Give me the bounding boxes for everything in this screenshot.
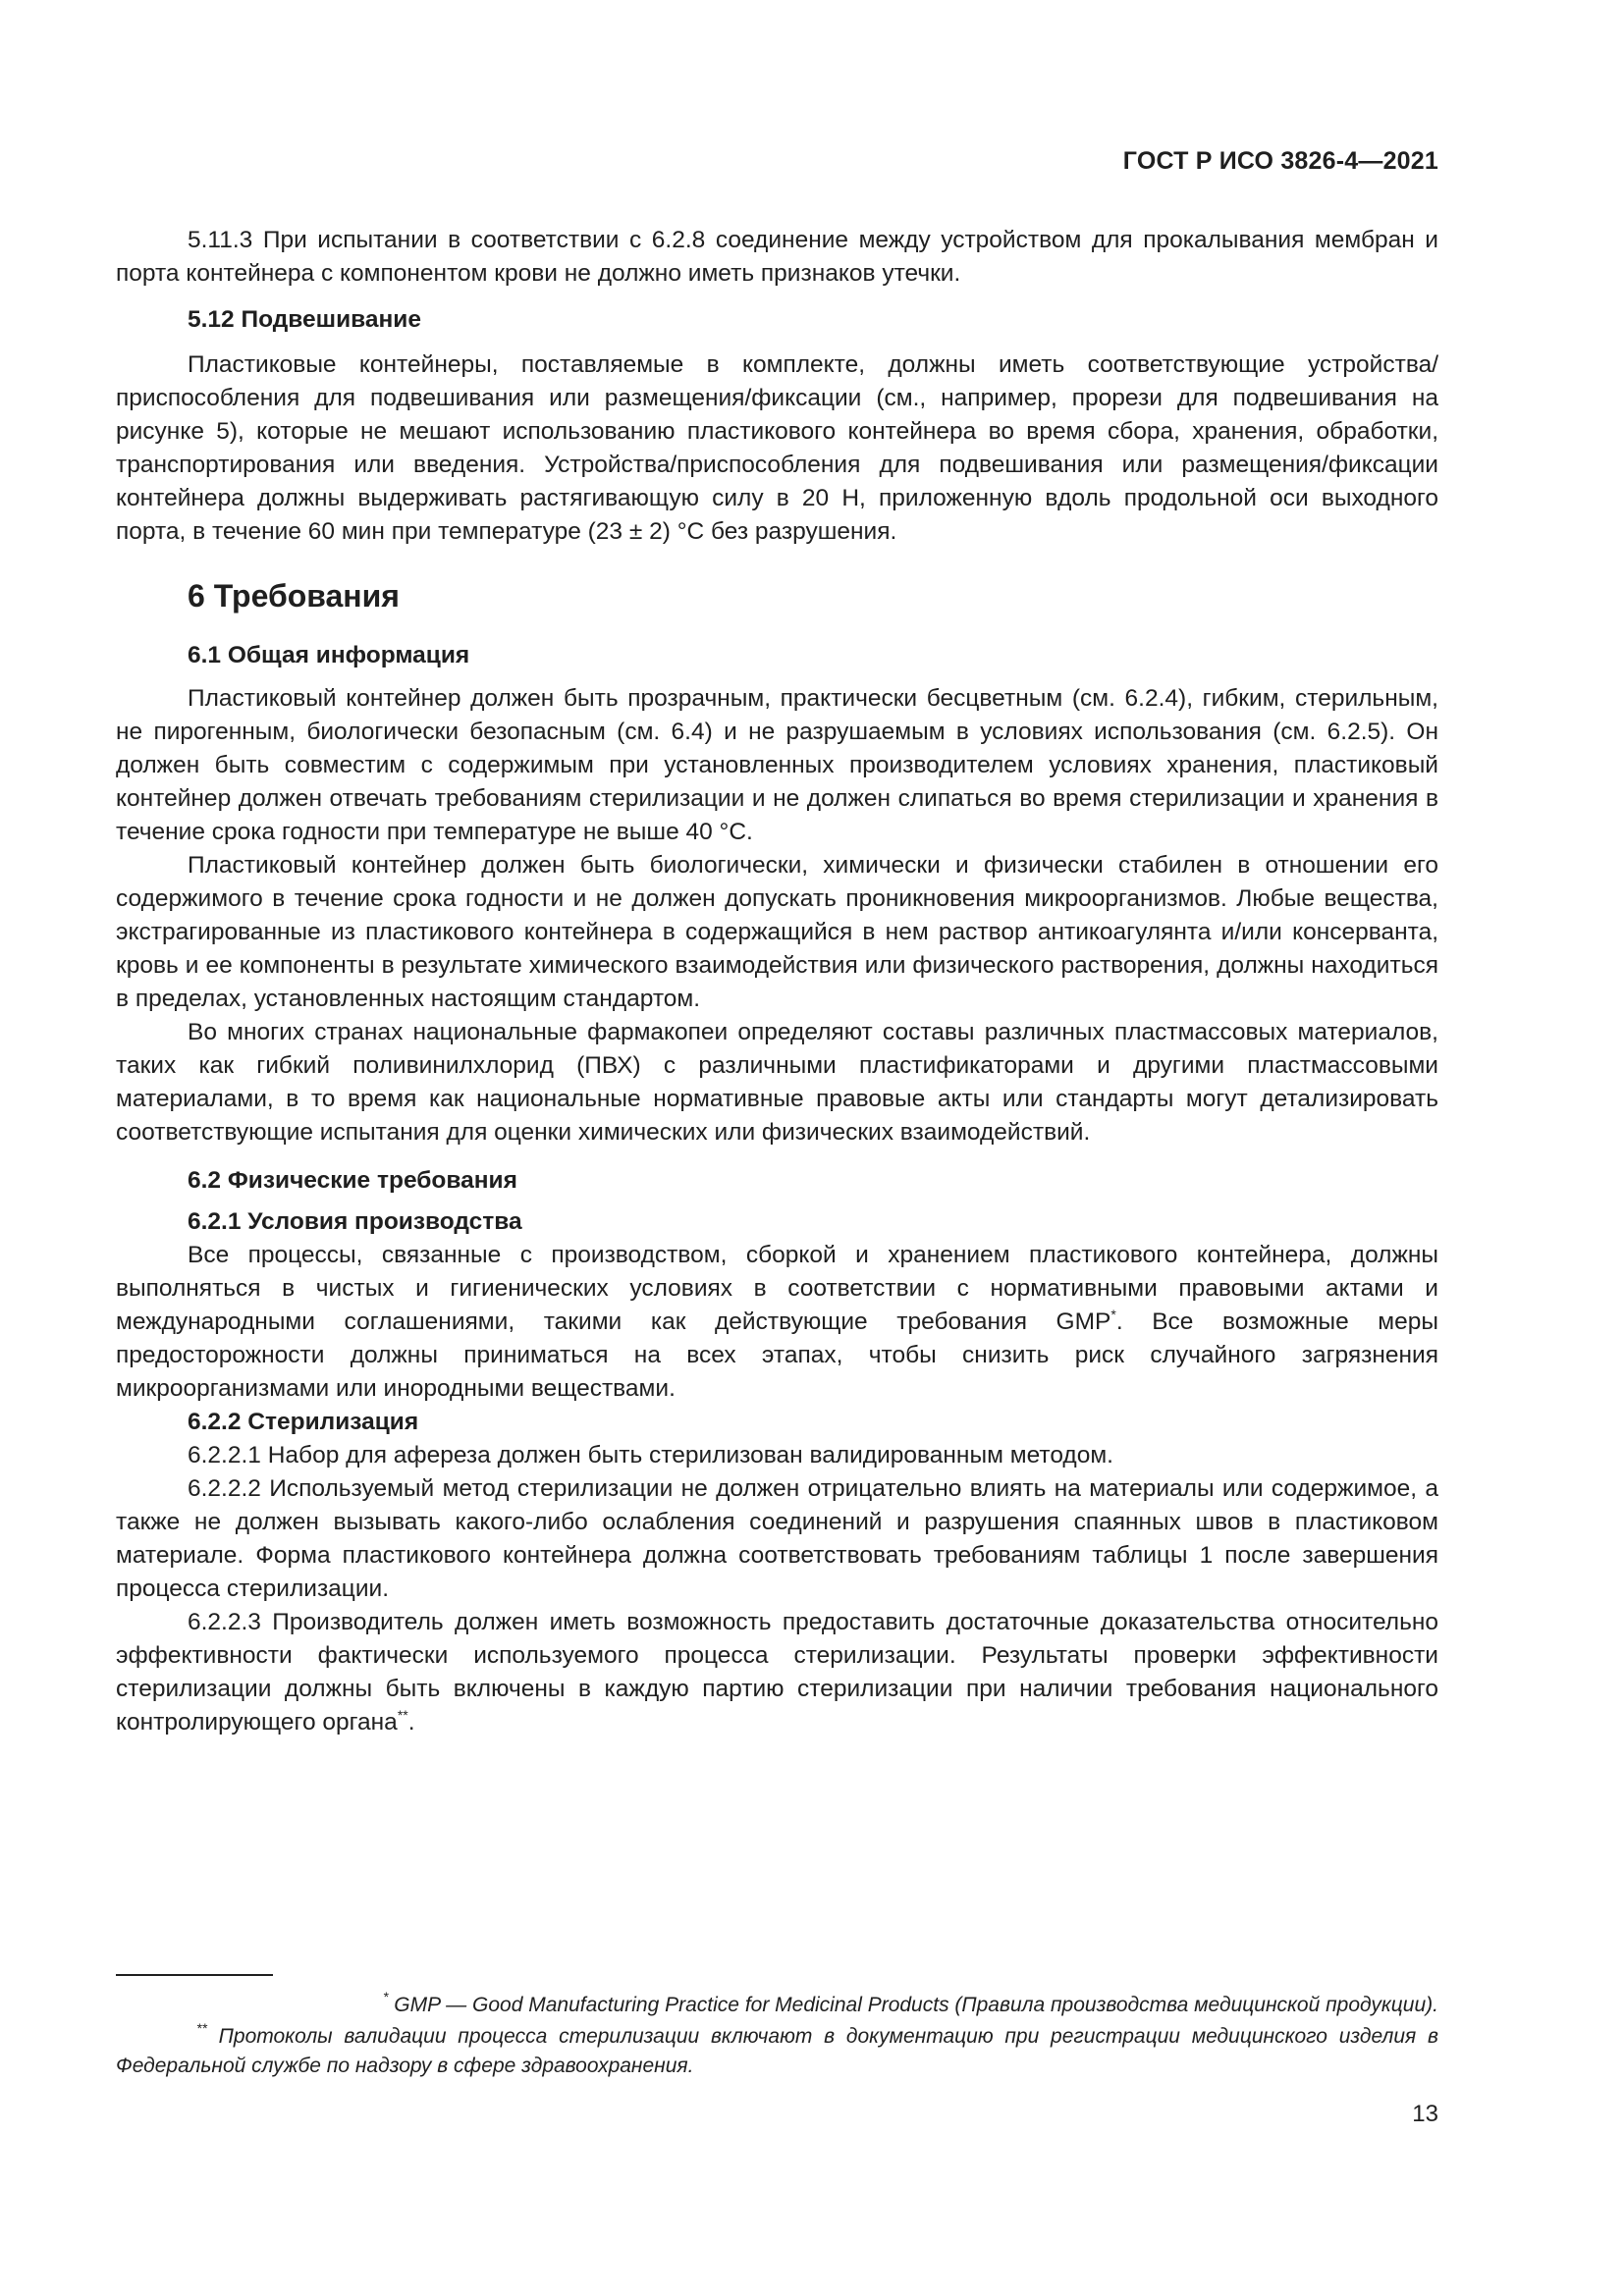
footnote-1: [116, 1991, 1438, 2020]
clause-6-2-1-text-b: . Все возможные меры предосторожности должны приниматься на всех этапах, чтобы снизить риск случайного загрязнения микроорганизмами или инородными веществами.: [116, 1308, 1438, 1402]
clause-6-2-1-text: [116, 1239, 1438, 1406]
footnote-ref-2: **: [397, 1707, 408, 1723]
clause-6-1-p1: Пластиковый контейнер должен быть прозрачным, практически бесцветным (см. 6.2.4), гибким, стерильным, не пирогенным, биологически безопасным (см. 6.4) и не разрушаемым в условиях использования (см. 6.2.5). Он должен быть совместим с содержимым при установленных производителем условиях хранения, пластиковый контейнер должен отвечать требованиям стерилизации и не должен слипаться во время стерилизации и хранения в течение срока годности при температуре не выше 40 °С.: [116, 685, 1438, 845]
heading-6-2-1: 6.2.1 Условия производства: [188, 1208, 522, 1235]
footnote-ref-1: *: [1110, 1307, 1116, 1322]
footnote-1-text: GMP — Good Manufacturing Practice for Medicinal Products (Правила производства медицинской продукции).: [388, 1994, 1438, 2016]
footnote-separator: [116, 1974, 273, 1976]
page-body: [116, 224, 1438, 1739]
heading-6-2-2: 6.2.2 Стерилизация: [188, 1409, 419, 1435]
clause-6-1-p3: Во многих странах национальные фармакопеи определяют составы различных пластмассовых материалов, таких как гибкий поливинилхлорид (ПВХ) с различными пластификаторами и другими пластмассовыми материалами, в то время как национальные нормативные правовые акты или стандарты могут детализировать соответствующие испытания для оценки химических или физических взаимодействий.: [116, 1019, 1438, 1146]
footnotes: [116, 1991, 1438, 2081]
clause-6-2-2-2: 6.2.2.2 Используемый метод стерилизации не должен отрицательно влиять на материалы или содержимое, а также не должен вызывать какого-либо ослабления соединений и разрушения спаянных швов в пластиковом материале. Форма пластикового контейнера должна соответствовать требованиям таблицы 1 после завершения процесса стерилизации.: [116, 1475, 1438, 1602]
clause-6-1-p2: Пластиковый контейнер должен быть биологически, химически и физически стабилен в отношении его содержимого в течение срока годности и не должен допускать проникновения микроорганизмов. Любые вещества, экстрагированные из пластикового контейнера в содержащийся в нем раствор антикоагулянта и/или консерванта, кровь и ее компоненты в результате химического взаимодействия или физического растворения, должны находиться в пределах, установленных настоящим стандартом.: [116, 852, 1438, 1012]
footnote-mark-2: **: [196, 2020, 207, 2036]
document-header: ГОСТ Р ИСО 3826-4—2021: [1122, 147, 1438, 175]
clause-6-2-2-3-text-a: 6.2.2.3 Производитель должен иметь возможность предоставить достаточные доказательства относительно эффективности фактически используемого процесса стерилизации. Результаты проверки эффективности стерилизации должны быть включены в каждую партию стерилизации при наличии требования национального контролирующего органа: [116, 1609, 1438, 1735]
page-number: 13: [1412, 2101, 1438, 2127]
clause-6-2-1-text-a: Все процессы, связанные с производством, сборкой и хранением пластикового контейнера, должны выполняться в чистых и гигиенических условиях в соответствии с нормативными правовыми актами и международными соглашениями, такими как действующие требования GMP: [116, 1242, 1438, 1335]
clause-6-2-2-1: 6.2.2.1 Набор для афереза должен быть стерилизован валидированным методом.: [188, 1442, 1113, 1468]
clause-5-11-3: 5.11.3 При испытании в соответствии с 6.2.8 соединение между устройством для прокалывания мембран и порта контейнера с компонентом крови не должно иметь признаков утечки.: [116, 227, 1438, 287]
clause-6-2-2-3-text-b: .: [407, 1709, 415, 1735]
footnote-2-text: Протоколы валидации процесса стерилизации включают в документацию при регистрации медицинского изделия в Федеральной службе по надзору в сфере здравоохранения.: [116, 2025, 1438, 2077]
footnote-mark-1: *: [383, 1989, 389, 2004]
heading-5-12: 5.12 Подвешивание: [188, 306, 421, 333]
footnote-2: [116, 2022, 1438, 2081]
heading-6: 6 Требования: [188, 578, 400, 614]
clause-5-12-text: Пластиковые контейнеры, поставляемые в комплекте, должны иметь соответствующие устройства/приспособления для подвешивания или размещения/фиксации (см., например, прорези для подвешивания на рисунке 5), которые не мешают использованию пластикового контейнера во время сбора, хранения, обработки, транспортирования или введения. Устройства/приспособления для подвешивания или размещения/фиксации контейнера должны выдерживать растягивающую силу в 20 Н, приложенную вдоль продольной оси выходного порта, в течение 60 мин при температуре (23 ± 2) °С без разрушения.: [116, 351, 1438, 545]
clause-6-2-2-3: [116, 1606, 1438, 1739]
heading-6-1: 6.1 Общая информация: [188, 642, 470, 668]
heading-6-2: 6.2 Физические требования: [188, 1167, 517, 1194]
